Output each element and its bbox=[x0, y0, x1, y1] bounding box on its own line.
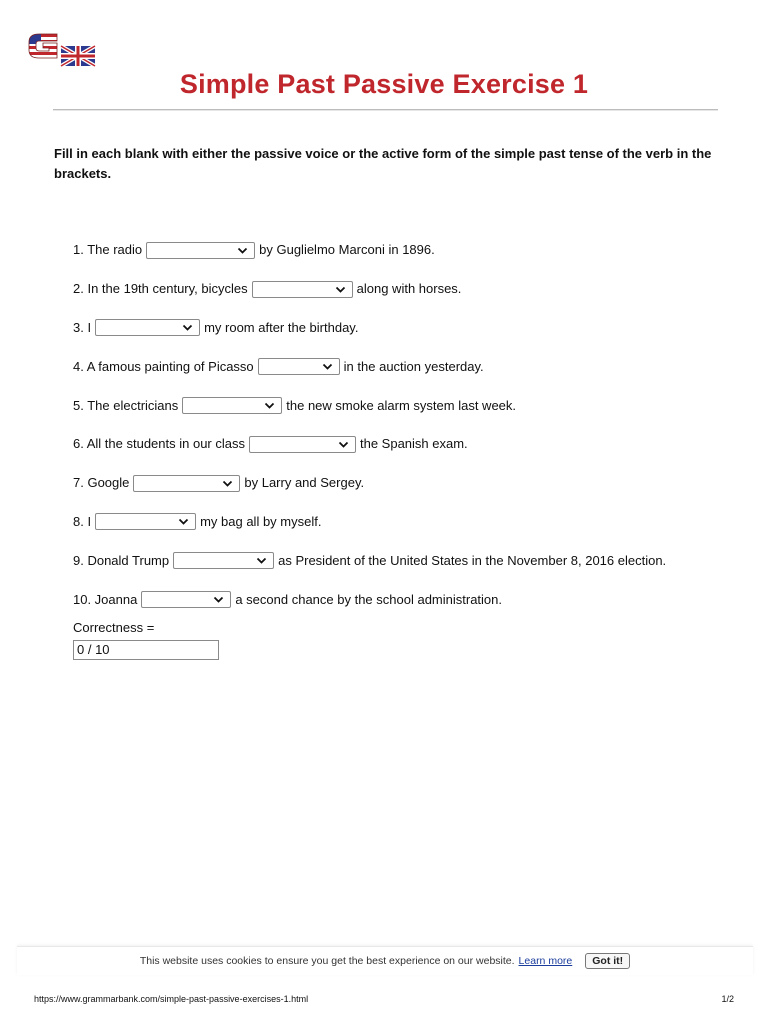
question-text-before: 9. Donald Trump bbox=[73, 552, 170, 568]
question-row-6 bbox=[73, 425, 753, 464]
answer-dropdown-3[interactable] bbox=[95, 319, 200, 336]
question-text-before: 6. All the students in our class bbox=[73, 436, 245, 452]
got-it-button[interactable]: Got it! bbox=[585, 953, 630, 969]
answer-dropdown-2[interactable] bbox=[252, 281, 353, 298]
question-text-before: 4. A famous painting of Picasso bbox=[73, 358, 254, 374]
question-text-before: 7. Google bbox=[73, 475, 130, 491]
footer-page-number: 1/2 bbox=[721, 994, 734, 1004]
chevron-down-icon bbox=[335, 285, 346, 294]
cookie-consent-bar bbox=[17, 946, 753, 975]
answer-dropdown-8[interactable] bbox=[95, 513, 196, 530]
chevron-down-icon bbox=[338, 440, 349, 449]
answer-dropdown-5[interactable] bbox=[182, 397, 282, 414]
question-text-after: as President of the United States in the November 8, 2016 election. bbox=[278, 552, 667, 568]
question-row-3 bbox=[73, 309, 753, 348]
question-text-after: my bag all by myself. bbox=[200, 513, 322, 529]
footer-url: https://www.grammarbank.com/simple-past-passive-exercises-1.html bbox=[34, 994, 309, 1004]
question-text-after: in the auction yesterday. bbox=[343, 358, 484, 374]
question-list bbox=[73, 231, 753, 619]
question-text-after: along with horses. bbox=[356, 281, 462, 297]
question-row-4 bbox=[73, 347, 753, 386]
question-text-before: 5. The electricians bbox=[73, 397, 179, 413]
chevron-down-icon bbox=[322, 362, 333, 371]
question-row-9 bbox=[73, 541, 753, 580]
question-text-before: 2. In the 19th century, bicycles bbox=[73, 281, 248, 297]
grammarbank-logo-icon[interactable] bbox=[27, 32, 97, 68]
question-text-after: the Spanish exam. bbox=[359, 436, 468, 452]
chevron-down-icon bbox=[222, 479, 233, 488]
answer-dropdown-10[interactable] bbox=[141, 591, 231, 608]
chevron-down-icon bbox=[213, 595, 224, 604]
question-row-7 bbox=[73, 464, 753, 503]
cookie-message: This website uses cookies to ensure you get the best experience on our website. bbox=[139, 955, 515, 967]
question-text-after: by Guglielmo Marconi in 1896. bbox=[259, 242, 435, 258]
question-text-after: a second chance by the school administration. bbox=[235, 591, 503, 607]
question-row-1 bbox=[73, 231, 753, 270]
chevron-down-icon bbox=[237, 246, 248, 255]
question-text-after: the new smoke alarm system last week. bbox=[286, 397, 517, 413]
question-row-2 bbox=[73, 270, 753, 309]
instructions-text: Fill in each blank with either the passive voice or the active form of the simple past tense of the verb in the brackets. bbox=[54, 146, 712, 181]
question-text-before: 10. Joanna bbox=[73, 591, 138, 607]
chevron-down-icon bbox=[256, 556, 267, 565]
answer-dropdown-1[interactable] bbox=[146, 242, 255, 259]
correctness-label: Correctness = bbox=[73, 620, 155, 635]
question-row-8 bbox=[73, 503, 753, 542]
answer-dropdown-7[interactable] bbox=[133, 475, 240, 492]
answer-dropdown-4[interactable] bbox=[258, 358, 340, 375]
page-title: Simple Past Passive Exercise 1 bbox=[179, 69, 589, 99]
correctness-score-field: 0 / 10 bbox=[73, 640, 219, 660]
title-divider bbox=[53, 109, 718, 110]
chevron-down-icon bbox=[178, 517, 189, 526]
answer-dropdown-9[interactable] bbox=[173, 552, 274, 569]
question-text-before: 8. I bbox=[73, 513, 92, 529]
learn-more-link[interactable]: Learn more bbox=[518, 955, 573, 967]
chevron-down-icon bbox=[182, 323, 193, 332]
question-row-10 bbox=[73, 580, 753, 619]
question-text-after: my room after the birthday. bbox=[204, 319, 359, 335]
question-text-before: 1. The radio bbox=[73, 242, 143, 258]
question-text-before: 3. I bbox=[73, 319, 92, 335]
question-text-after: by Larry and Sergey. bbox=[244, 475, 365, 491]
chevron-down-icon bbox=[264, 401, 275, 410]
question-row-5 bbox=[73, 386, 753, 425]
answer-dropdown-6[interactable] bbox=[249, 436, 356, 453]
